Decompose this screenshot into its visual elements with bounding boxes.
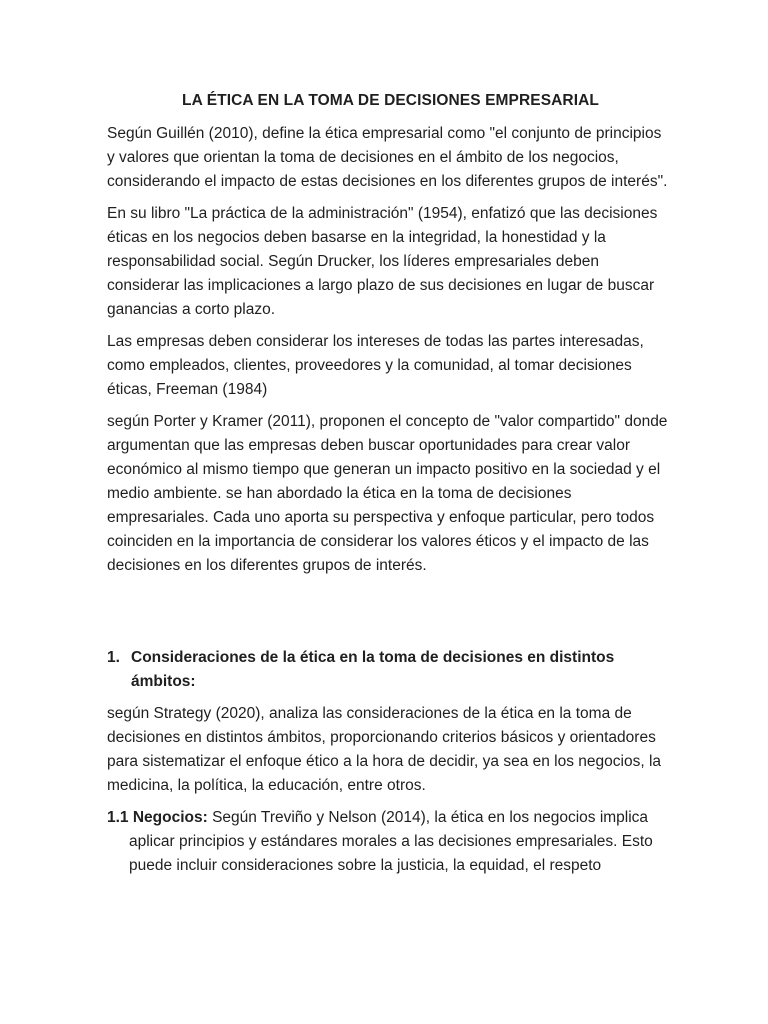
section-1-number: 1. xyxy=(107,649,120,666)
section-1-heading xyxy=(107,646,668,694)
document-title: LA ÉTICA EN LA TOMA DE DECISIONES EMPRESARIAL xyxy=(182,92,599,109)
subsection-1-1-label: 1.1 Negocios: xyxy=(107,809,208,826)
paragraph-drucker: En su libro "La práctica de la administración" (1954), enfatizó que las decisiones éticas en los negocios deben basarse en la integridad, la honestidad y la responsabilidad social. Según Drucker, los líderes empresariales deben considerar las implicaciones a largo plazo de sus decisiones en lugar de buscar ganancias a corto plazo. xyxy=(107,205,658,318)
paragraph-porter-kramer: según Porter y Kramer (2011), proponen el concepto de "valor compartido" donde argumentan que las empresas deben buscar oportunidades para crear valor económico al mismo tiempo que generan un impacto positivo en la sociedad y el medio ambiente. se han abordado la ética en la toma de decisiones empresariales. Cada uno aporta su perspectiva y enfoque particular, pero todos coinciden en la importancia de considerar los valores éticos y el impacto de las decisiones en los diferentes grupos de interés. xyxy=(107,413,668,574)
subsection-1-1-text: Según Treviño y Nelson (2014), la ética en los negocios implica aplicar principios y estándares morales a las decisiones empresariales. Esto puede incluir consideraciones sobre la justicia, la equidad, el respeto xyxy=(129,809,653,874)
paragraph-guillen: Según Guillén (2010), define la ética empresarial como "el conjunto de principios y valores que orientan la toma de decisiones en el ámbito de los negocios, considerando el impacto de estas decisiones en los diferentes grupos de interés". xyxy=(107,125,668,190)
section-1-heading-text: Consideraciones de la ética en la toma de decisiones en distintos ámbitos: xyxy=(131,649,615,690)
subsection-1-1 xyxy=(107,806,668,878)
paragraph-freeman: Las empresas deben considerar los intereses de todas las partes interesadas, como empleados, clientes, proveedores y la comunidad, al tomar decisiones éticas, Freeman (1984) xyxy=(107,333,644,398)
section-1-intro: según Strategy (2020), analiza las consideraciones de la ética en la toma de decisiones en distintos ámbitos, proporcionando criterios básicos y orientadores para sistematizar el enfoque ético a la hora de decidir, ya sea en los negocios, la medicina, la política, la educación, entre otros. xyxy=(107,705,662,794)
